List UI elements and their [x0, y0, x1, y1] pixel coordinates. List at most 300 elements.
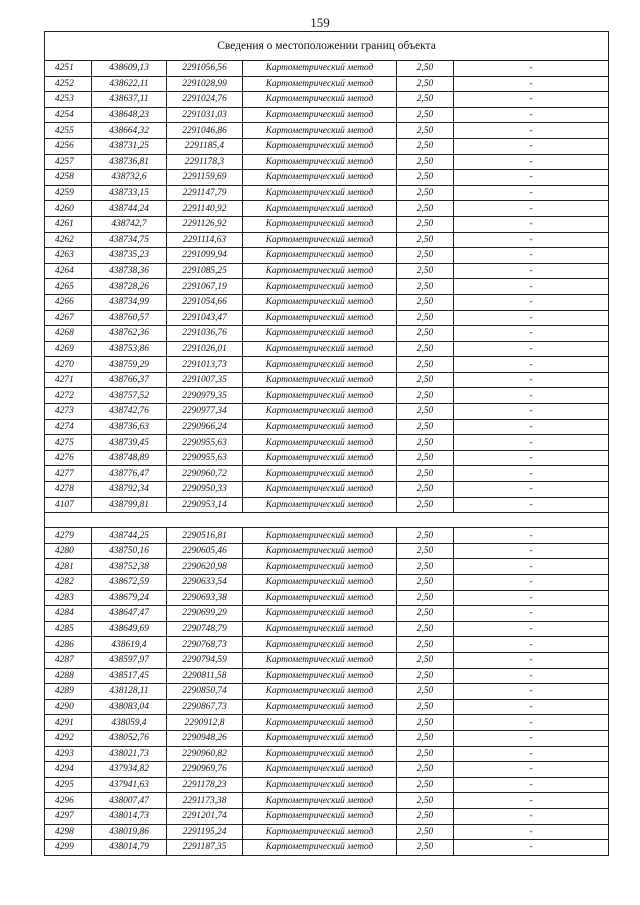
method-cell: Картометрический метод	[243, 621, 397, 637]
accuracy-cell: 2,50	[397, 279, 454, 295]
method-cell: Картометрический метод	[243, 808, 397, 824]
y-coordinate-cell: 2291056,56	[167, 61, 243, 77]
description-cell: -	[454, 232, 609, 248]
accuracy-cell: 2,50	[397, 263, 454, 279]
accuracy-cell: 2,50	[397, 575, 454, 591]
x-coordinate-cell: 438799,81	[92, 497, 167, 513]
method-cell: Картометрический метод	[243, 637, 397, 653]
description-cell: -	[454, 528, 609, 544]
point-number-cell: 4292	[45, 730, 92, 746]
method-cell: Картометрический метод	[243, 341, 397, 357]
method-cell: Картометрический метод	[243, 668, 397, 684]
table-title: Сведения о местоположении границ объекта	[45, 32, 609, 61]
method-cell: Картометрический метод	[243, 466, 397, 482]
method-cell: Картометрический метод	[243, 138, 397, 154]
method-cell: Картометрический метод	[243, 715, 397, 731]
method-cell: Картометрический метод	[243, 840, 397, 856]
point-number-cell: 4261	[45, 216, 92, 232]
accuracy-cell: 2,50	[397, 652, 454, 668]
table-row	[45, 559, 609, 575]
y-coordinate-cell: 2290605,46	[167, 543, 243, 559]
point-number-cell: 4266	[45, 294, 92, 310]
x-coordinate-cell: 438014,73	[92, 808, 167, 824]
point-number-cell: 4297	[45, 808, 92, 824]
table-row	[45, 730, 609, 746]
accuracy-cell: 2,50	[397, 824, 454, 840]
accuracy-cell: 2,50	[397, 232, 454, 248]
y-coordinate-cell: 2290748,79	[167, 621, 243, 637]
accuracy-cell: 2,50	[397, 404, 454, 420]
x-coordinate-cell: 438059,4	[92, 715, 167, 731]
y-coordinate-cell: 2291026,01	[167, 341, 243, 357]
y-coordinate-cell: 2291187,35	[167, 840, 243, 856]
y-coordinate-cell: 2290516,81	[167, 528, 243, 544]
point-number-cell: 4299	[45, 840, 92, 856]
table-row	[45, 248, 609, 264]
accuracy-cell: 2,50	[397, 777, 454, 793]
y-coordinate-cell: 2290969,76	[167, 762, 243, 778]
accuracy-cell: 2,50	[397, 543, 454, 559]
y-coordinate-cell: 2291126,92	[167, 216, 243, 232]
description-cell: -	[454, 372, 609, 388]
table-row	[45, 92, 609, 108]
accuracy-cell: 2,50	[397, 715, 454, 731]
point-number-cell: 4279	[45, 528, 92, 544]
y-coordinate-cell: 2291031,03	[167, 107, 243, 123]
table-row	[45, 279, 609, 295]
accuracy-cell: 2,50	[397, 341, 454, 357]
x-coordinate-cell: 438649,69	[92, 621, 167, 637]
boundary-coordinates-table	[44, 31, 609, 856]
point-number-cell: 4269	[45, 341, 92, 357]
method-cell: Картометрический метод	[243, 372, 397, 388]
method-cell: Картометрический метод	[243, 61, 397, 77]
x-coordinate-cell: 438736,63	[92, 419, 167, 435]
point-number-cell: 4259	[45, 185, 92, 201]
point-number-cell: 4285	[45, 621, 92, 637]
description-cell: -	[454, 637, 609, 653]
table-row	[45, 466, 609, 482]
method-cell: Картометрический метод	[243, 123, 397, 139]
description-cell: -	[454, 435, 609, 451]
accuracy-cell: 2,50	[397, 528, 454, 544]
accuracy-cell: 2,50	[397, 637, 454, 653]
y-coordinate-cell: 2291178,3	[167, 154, 243, 170]
table-row	[45, 497, 609, 513]
x-coordinate-cell: 438083,04	[92, 699, 167, 715]
point-number-cell: 4277	[45, 466, 92, 482]
accuracy-cell: 2,50	[397, 216, 454, 232]
method-cell: Картометрический метод	[243, 170, 397, 186]
x-coordinate-cell: 438619,4	[92, 637, 167, 653]
point-number-cell: 4271	[45, 372, 92, 388]
y-coordinate-cell: 2291178,23	[167, 777, 243, 793]
point-number-cell: 4262	[45, 232, 92, 248]
description-cell: -	[454, 543, 609, 559]
x-coordinate-cell: 438744,24	[92, 201, 167, 217]
y-coordinate-cell: 2291185,4	[167, 138, 243, 154]
y-coordinate-cell: 2291028,99	[167, 76, 243, 92]
description-cell: -	[454, 793, 609, 809]
point-number-cell: 4252	[45, 76, 92, 92]
accuracy-cell: 2,50	[397, 185, 454, 201]
description-cell: -	[454, 357, 609, 373]
x-coordinate-cell: 438672,59	[92, 575, 167, 591]
accuracy-cell: 2,50	[397, 840, 454, 856]
point-number-cell: 4275	[45, 435, 92, 451]
y-coordinate-cell: 2290979,35	[167, 388, 243, 404]
table-row	[45, 606, 609, 622]
accuracy-cell: 2,50	[397, 372, 454, 388]
accuracy-cell: 2,50	[397, 419, 454, 435]
table-row	[45, 575, 609, 591]
x-coordinate-cell: 438007,47	[92, 793, 167, 809]
accuracy-cell: 2,50	[397, 730, 454, 746]
table-row	[45, 357, 609, 373]
description-cell: -	[454, 684, 609, 700]
point-number-cell: 4289	[45, 684, 92, 700]
x-coordinate-cell: 438734,99	[92, 294, 167, 310]
table-row	[45, 294, 609, 310]
accuracy-cell: 2,50	[397, 326, 454, 342]
x-coordinate-cell: 438728,26	[92, 279, 167, 295]
point-number-cell: 4284	[45, 606, 92, 622]
method-cell: Картометрический метод	[243, 248, 397, 264]
description-cell: -	[454, 777, 609, 793]
point-number-cell: 4290	[45, 699, 92, 715]
method-cell: Картометрический метод	[243, 294, 397, 310]
table-row	[45, 777, 609, 793]
group-separator	[45, 513, 609, 528]
y-coordinate-cell: 2291007,35	[167, 372, 243, 388]
method-cell: Картометрический метод	[243, 684, 397, 700]
y-coordinate-cell: 2290955,63	[167, 435, 243, 451]
accuracy-cell: 2,50	[397, 497, 454, 513]
method-cell: Картометрический метод	[243, 824, 397, 840]
table-row	[45, 61, 609, 77]
y-coordinate-cell: 2291085,25	[167, 263, 243, 279]
accuracy-cell: 2,50	[397, 450, 454, 466]
y-coordinate-cell: 2290867,73	[167, 699, 243, 715]
point-number-cell: 4263	[45, 248, 92, 264]
y-coordinate-cell: 2290794,59	[167, 652, 243, 668]
point-number-cell: 4287	[45, 652, 92, 668]
description-cell: -	[454, 92, 609, 108]
description-cell: -	[454, 668, 609, 684]
accuracy-cell: 2,50	[397, 435, 454, 451]
point-number-cell: 4283	[45, 590, 92, 606]
table-row	[45, 793, 609, 809]
description-cell: -	[454, 170, 609, 186]
accuracy-cell: 2,50	[397, 76, 454, 92]
x-coordinate-cell: 438776,47	[92, 466, 167, 482]
accuracy-cell: 2,50	[397, 621, 454, 637]
x-coordinate-cell: 438738,36	[92, 263, 167, 279]
accuracy-cell: 2,50	[397, 606, 454, 622]
method-cell: Картометрический метод	[243, 201, 397, 217]
description-cell: -	[454, 388, 609, 404]
table-row	[45, 263, 609, 279]
point-number-cell: 4268	[45, 326, 92, 342]
table-row	[45, 668, 609, 684]
table-row	[45, 450, 609, 466]
accuracy-cell: 2,50	[397, 808, 454, 824]
table-row	[45, 637, 609, 653]
point-number-cell: 4286	[45, 637, 92, 653]
table-row	[45, 590, 609, 606]
description-cell: -	[454, 699, 609, 715]
method-cell: Картометрический метод	[243, 216, 397, 232]
method-cell: Картометрический метод	[243, 154, 397, 170]
description-cell: -	[454, 310, 609, 326]
point-number-cell: 4278	[45, 482, 92, 498]
group-separator-row	[45, 513, 609, 528]
table-row	[45, 715, 609, 731]
y-coordinate-cell: 2290966,24	[167, 419, 243, 435]
table-row	[45, 341, 609, 357]
description-cell: -	[454, 746, 609, 762]
point-number-cell: 4281	[45, 559, 92, 575]
description-cell: -	[454, 762, 609, 778]
x-coordinate-cell: 438742,7	[92, 216, 167, 232]
table-row	[45, 232, 609, 248]
y-coordinate-cell: 2291173,38	[167, 793, 243, 809]
description-cell: -	[454, 138, 609, 154]
description-cell: -	[454, 248, 609, 264]
x-coordinate-cell: 438752,38	[92, 559, 167, 575]
description-cell: -	[454, 824, 609, 840]
table-row	[45, 543, 609, 559]
point-number-cell: 4251	[45, 61, 92, 77]
method-cell: Картометрический метод	[243, 590, 397, 606]
method-cell: Картометрический метод	[243, 92, 397, 108]
table-row	[45, 388, 609, 404]
method-cell: Картометрический метод	[243, 652, 397, 668]
x-coordinate-cell: 438753,86	[92, 341, 167, 357]
y-coordinate-cell: 2290950,33	[167, 482, 243, 498]
method-cell: Картометрический метод	[243, 543, 397, 559]
y-coordinate-cell: 2290953,14	[167, 497, 243, 513]
description-cell: -	[454, 497, 609, 513]
x-coordinate-cell: 438750,16	[92, 543, 167, 559]
method-cell: Картометрический метод	[243, 575, 397, 591]
accuracy-cell: 2,50	[397, 746, 454, 762]
table-row	[45, 404, 609, 420]
table-row	[45, 310, 609, 326]
y-coordinate-cell: 2291195,24	[167, 824, 243, 840]
method-cell: Картометрический метод	[243, 404, 397, 420]
point-number-cell: 4254	[45, 107, 92, 123]
method-cell: Картометрический метод	[243, 107, 397, 123]
x-coordinate-cell: 438742,76	[92, 404, 167, 420]
table-row	[45, 76, 609, 92]
x-coordinate-cell: 437941,63	[92, 777, 167, 793]
method-cell: Картометрический метод	[243, 326, 397, 342]
description-cell: -	[454, 294, 609, 310]
x-coordinate-cell: 438759,29	[92, 357, 167, 373]
point-number-cell: 4253	[45, 92, 92, 108]
x-coordinate-cell: 438732,6	[92, 170, 167, 186]
accuracy-cell: 2,50	[397, 92, 454, 108]
x-coordinate-cell: 438517,45	[92, 668, 167, 684]
description-cell: -	[454, 590, 609, 606]
table-row	[45, 326, 609, 342]
method-cell: Картометрический метод	[243, 730, 397, 746]
page-number: 159	[310, 15, 330, 30]
x-coordinate-cell: 438019,86	[92, 824, 167, 840]
point-number-cell: 4258	[45, 170, 92, 186]
y-coordinate-cell: 2290699,29	[167, 606, 243, 622]
table-row	[45, 154, 609, 170]
method-cell: Картометрический метод	[243, 762, 397, 778]
y-coordinate-cell: 2291054,66	[167, 294, 243, 310]
table-row	[45, 372, 609, 388]
y-coordinate-cell: 2291159,69	[167, 170, 243, 186]
point-number-cell: 4295	[45, 777, 92, 793]
table-row	[45, 107, 609, 123]
y-coordinate-cell: 2290948,26	[167, 730, 243, 746]
point-number-cell: 4280	[45, 543, 92, 559]
table-row	[45, 824, 609, 840]
accuracy-cell: 2,50	[397, 762, 454, 778]
accuracy-cell: 2,50	[397, 310, 454, 326]
y-coordinate-cell: 2290912,8	[167, 715, 243, 731]
point-number-cell: 4274	[45, 419, 92, 435]
table-row	[45, 762, 609, 778]
method-cell: Картометрический метод	[243, 746, 397, 762]
y-coordinate-cell: 2291013,73	[167, 357, 243, 373]
method-cell: Картометрический метод	[243, 793, 397, 809]
point-number-cell: 4288	[45, 668, 92, 684]
description-cell: -	[454, 575, 609, 591]
accuracy-cell: 2,50	[397, 170, 454, 186]
x-coordinate-cell: 438766,37	[92, 372, 167, 388]
table-row	[45, 621, 609, 637]
method-cell: Картометрический метод	[243, 699, 397, 715]
point-number-cell: 4264	[45, 263, 92, 279]
method-cell: Картометрический метод	[243, 559, 397, 575]
x-coordinate-cell: 438597,97	[92, 652, 167, 668]
method-cell: Картометрический метод	[243, 450, 397, 466]
method-cell: Картометрический метод	[243, 497, 397, 513]
table-row	[45, 528, 609, 544]
description-cell: -	[454, 840, 609, 856]
accuracy-cell: 2,50	[397, 61, 454, 77]
x-coordinate-cell: 438734,75	[92, 232, 167, 248]
table-row	[45, 840, 609, 856]
description-cell: -	[454, 216, 609, 232]
accuracy-cell: 2,50	[397, 482, 454, 498]
y-coordinate-cell: 2290960,82	[167, 746, 243, 762]
method-cell: Картометрический метод	[243, 232, 397, 248]
y-coordinate-cell: 2291043,47	[167, 310, 243, 326]
method-cell: Картометрический метод	[243, 435, 397, 451]
description-cell: -	[454, 606, 609, 622]
point-number-cell: 4298	[45, 824, 92, 840]
x-coordinate-cell: 438052,76	[92, 730, 167, 746]
y-coordinate-cell: 2290850,74	[167, 684, 243, 700]
method-cell: Картометрический метод	[243, 279, 397, 295]
point-number-cell: 4272	[45, 388, 92, 404]
accuracy-cell: 2,50	[397, 590, 454, 606]
table-row	[45, 746, 609, 762]
accuracy-cell: 2,50	[397, 201, 454, 217]
table-row	[45, 482, 609, 498]
y-coordinate-cell: 2290960,72	[167, 466, 243, 482]
y-coordinate-cell: 2291099,94	[167, 248, 243, 264]
y-coordinate-cell: 2291036,76	[167, 326, 243, 342]
method-cell: Картометрический метод	[243, 528, 397, 544]
method-cell: Картометрический метод	[243, 482, 397, 498]
table-row	[45, 684, 609, 700]
x-coordinate-cell: 438757,52	[92, 388, 167, 404]
accuracy-cell: 2,50	[397, 123, 454, 139]
method-cell: Картометрический метод	[243, 388, 397, 404]
description-cell: -	[454, 730, 609, 746]
y-coordinate-cell: 2290633,54	[167, 575, 243, 591]
table-row	[45, 185, 609, 201]
x-coordinate-cell: 438014,79	[92, 840, 167, 856]
description-cell: -	[454, 76, 609, 92]
description-cell: -	[454, 201, 609, 217]
description-cell: -	[454, 559, 609, 575]
accuracy-cell: 2,50	[397, 107, 454, 123]
description-cell: -	[454, 715, 609, 731]
description-cell: -	[454, 652, 609, 668]
description-cell: -	[454, 154, 609, 170]
x-coordinate-cell: 438762,36	[92, 326, 167, 342]
y-coordinate-cell: 2291140,92	[167, 201, 243, 217]
accuracy-cell: 2,50	[397, 668, 454, 684]
table-row	[45, 201, 609, 217]
y-coordinate-cell: 2290811,58	[167, 668, 243, 684]
x-coordinate-cell: 438128,11	[92, 684, 167, 700]
method-cell: Картометрический метод	[243, 357, 397, 373]
x-coordinate-cell: 438648,23	[92, 107, 167, 123]
y-coordinate-cell: 2291046,86	[167, 123, 243, 139]
table-row	[45, 652, 609, 668]
point-number-cell: 4294	[45, 762, 92, 778]
description-cell: -	[454, 61, 609, 77]
description-cell: -	[454, 621, 609, 637]
point-number-cell: 4267	[45, 310, 92, 326]
point-number-cell: 4260	[45, 201, 92, 217]
x-coordinate-cell: 438609,13	[92, 61, 167, 77]
accuracy-cell: 2,50	[397, 138, 454, 154]
x-coordinate-cell: 438664,32	[92, 123, 167, 139]
y-coordinate-cell: 2291114,63	[167, 232, 243, 248]
point-number-cell: 4270	[45, 357, 92, 373]
x-coordinate-cell: 438021,73	[92, 746, 167, 762]
point-number-cell: 4276	[45, 450, 92, 466]
table-row	[45, 435, 609, 451]
description-cell: -	[454, 466, 609, 482]
y-coordinate-cell: 2291067,19	[167, 279, 243, 295]
x-coordinate-cell: 438679,24	[92, 590, 167, 606]
y-coordinate-cell: 2290977,34	[167, 404, 243, 420]
method-cell: Картометрический метод	[243, 76, 397, 92]
description-cell: -	[454, 450, 609, 466]
point-number-cell: 4293	[45, 746, 92, 762]
accuracy-cell: 2,50	[397, 466, 454, 482]
x-coordinate-cell: 438733,15	[92, 185, 167, 201]
description-cell: -	[454, 107, 609, 123]
description-cell: -	[454, 326, 609, 342]
table-row	[45, 419, 609, 435]
y-coordinate-cell: 2290693,38	[167, 590, 243, 606]
accuracy-cell: 2,50	[397, 699, 454, 715]
description-cell: -	[454, 263, 609, 279]
